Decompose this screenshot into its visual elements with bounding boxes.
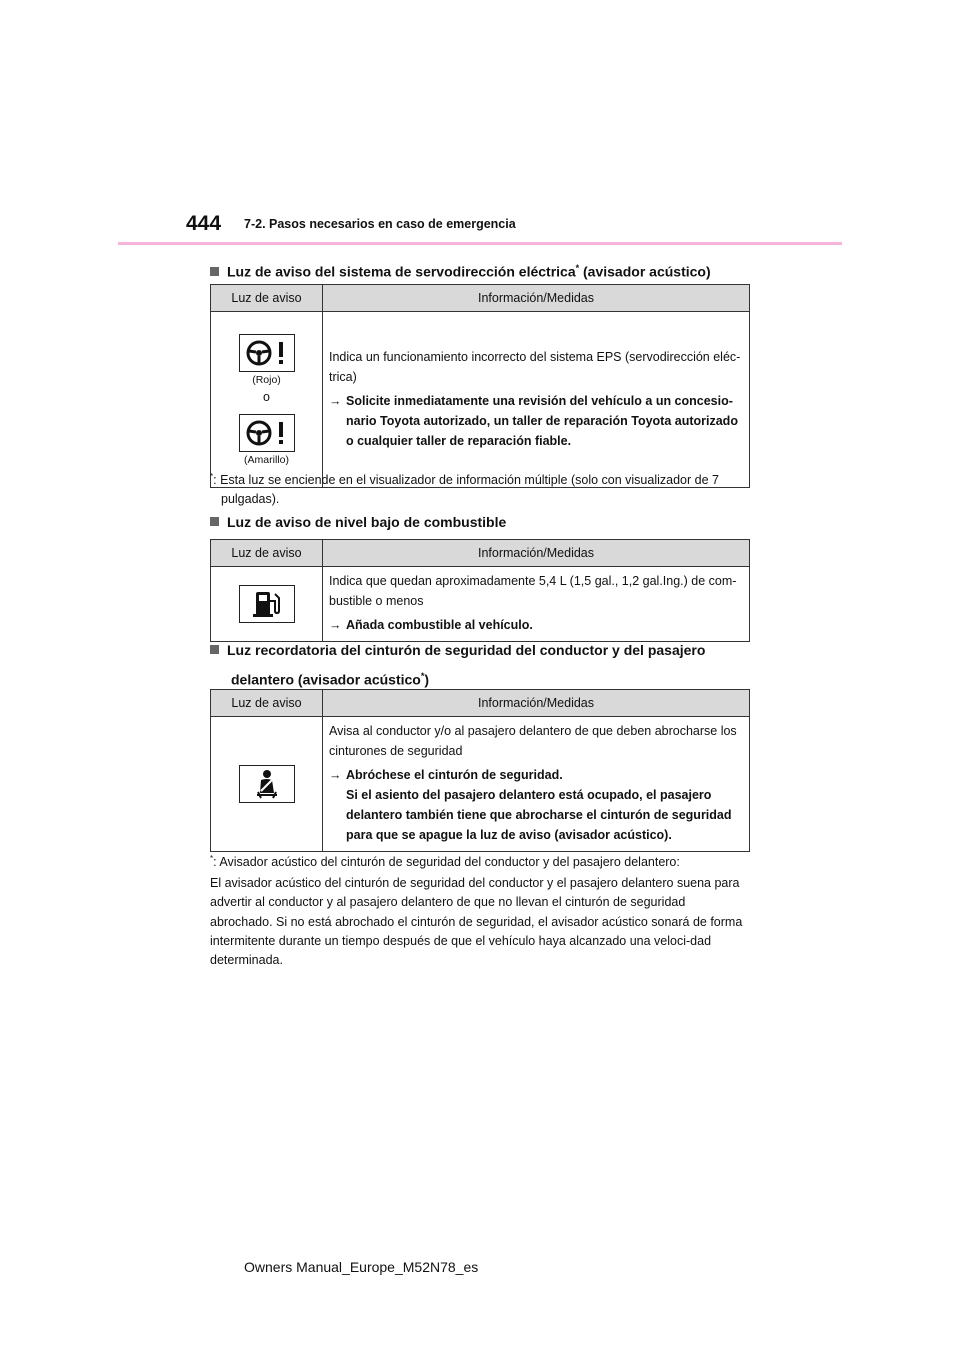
eps-warning-table (210, 284, 750, 488)
page-number: 444 (186, 212, 222, 235)
seatbelt-paragraph: El avisador acústico del cinturón de seguridad del conductor y el pasajero delantero suena para advertir al conductor y al pasajero delantero de que no llevan el cinturón de seguridad abrochado. Si no está abrochado el cinturón de seguridad, el avisador acústico sonará de forma intermitente durante un tiempo después de que el vehículo haya alcanzado una veloci-dad determinada. (210, 876, 743, 968)
column-header-info: Información/Medidas (323, 690, 750, 717)
steering-warning-icon-red (239, 334, 295, 372)
lamp-caption-red: (Rojo) (252, 373, 281, 386)
info-cell (323, 312, 750, 488)
info-description: Avisa al conductor y/o al pasajero delantero de que deben abrocharse los cinturones de seguridad (329, 724, 737, 758)
column-header-info: Información/Medidas (323, 540, 750, 567)
action-item: → Abróchese el cinturón de seguridad. Si el asiento del pasajero delantero está ocupado, el pasajero delantero también tiene que abrocharse el cinturón de seguridad para que se apague la luz de aviso (avisador acústico). (329, 765, 743, 845)
fuel-pump-icon (239, 585, 295, 623)
square-bullet-icon (210, 267, 219, 276)
square-bullet-icon (210, 517, 219, 526)
lamp-or: o (263, 389, 270, 404)
action-item: → Añada combustible al vehículo. (329, 615, 743, 635)
info-cell (323, 717, 750, 852)
footnote-seatbelt: *: Avisador acústico del cinturón de seguridad del conductor y del pasajero delantero: (210, 854, 680, 870)
header-divider (118, 242, 842, 245)
fuel-warning-table (210, 539, 750, 642)
lamp-cell (211, 567, 323, 642)
square-bullet-icon (210, 645, 219, 654)
section-title-seatbelt: Luz recordatoria del cinturón de seguridad del conductor y del pasajero delantero (avisador acústico*) (210, 637, 705, 693)
action-item: → Solicite inmediatamente una revisión del vehículo a un concesio-nario Toyota autorizado, un taller de reparación Toyota autorizado o cualquier taller de reparación fiable. (329, 391, 743, 451)
steering-warning-icon-yellow (239, 414, 295, 452)
lamp-caption-yellow: (Amarillo) (244, 453, 289, 466)
footnote-eps: *: Esta luz se enciende en el visualizador de información múltiple (solo con visualizador de 7 pulgadas). (210, 472, 719, 507)
footer-text: Owners Manual_Europe_M52N78_es (244, 1259, 479, 1275)
seatbelt-warning-table (210, 689, 750, 852)
arrow-icon: → (329, 768, 342, 782)
column-header-lamp: Luz de aviso (211, 285, 323, 312)
seatbelt-icon (239, 765, 295, 803)
chapter-title: 7-2. Pasos necesarios en caso de emergencia (244, 217, 516, 231)
section-title-eps: Luz de aviso del sistema de servodirección eléctrica* (avisador acústico) (210, 255, 711, 285)
arrow-icon: → (329, 618, 342, 632)
info-description: Indica que quedan aproximadamente 5,4 L (1,5 gal., 1,2 gal.Ing.) de com-bustible o menos (329, 574, 737, 608)
column-header-lamp: Luz de aviso (211, 690, 323, 717)
lamp-cell (211, 312, 323, 488)
column-header-lamp: Luz de aviso (211, 540, 323, 567)
arrow-icon: → (329, 393, 342, 408)
lamp-cell (211, 717, 323, 852)
section-title-fuel: Luz de aviso de nivel bajo de combustible (210, 509, 506, 535)
info-cell (323, 567, 750, 642)
column-header-info: Información/Medidas (323, 285, 750, 312)
info-description: Indica un funcionamiento incorrecto del sistema EPS (servodirección eléc-trica) (329, 349, 741, 384)
